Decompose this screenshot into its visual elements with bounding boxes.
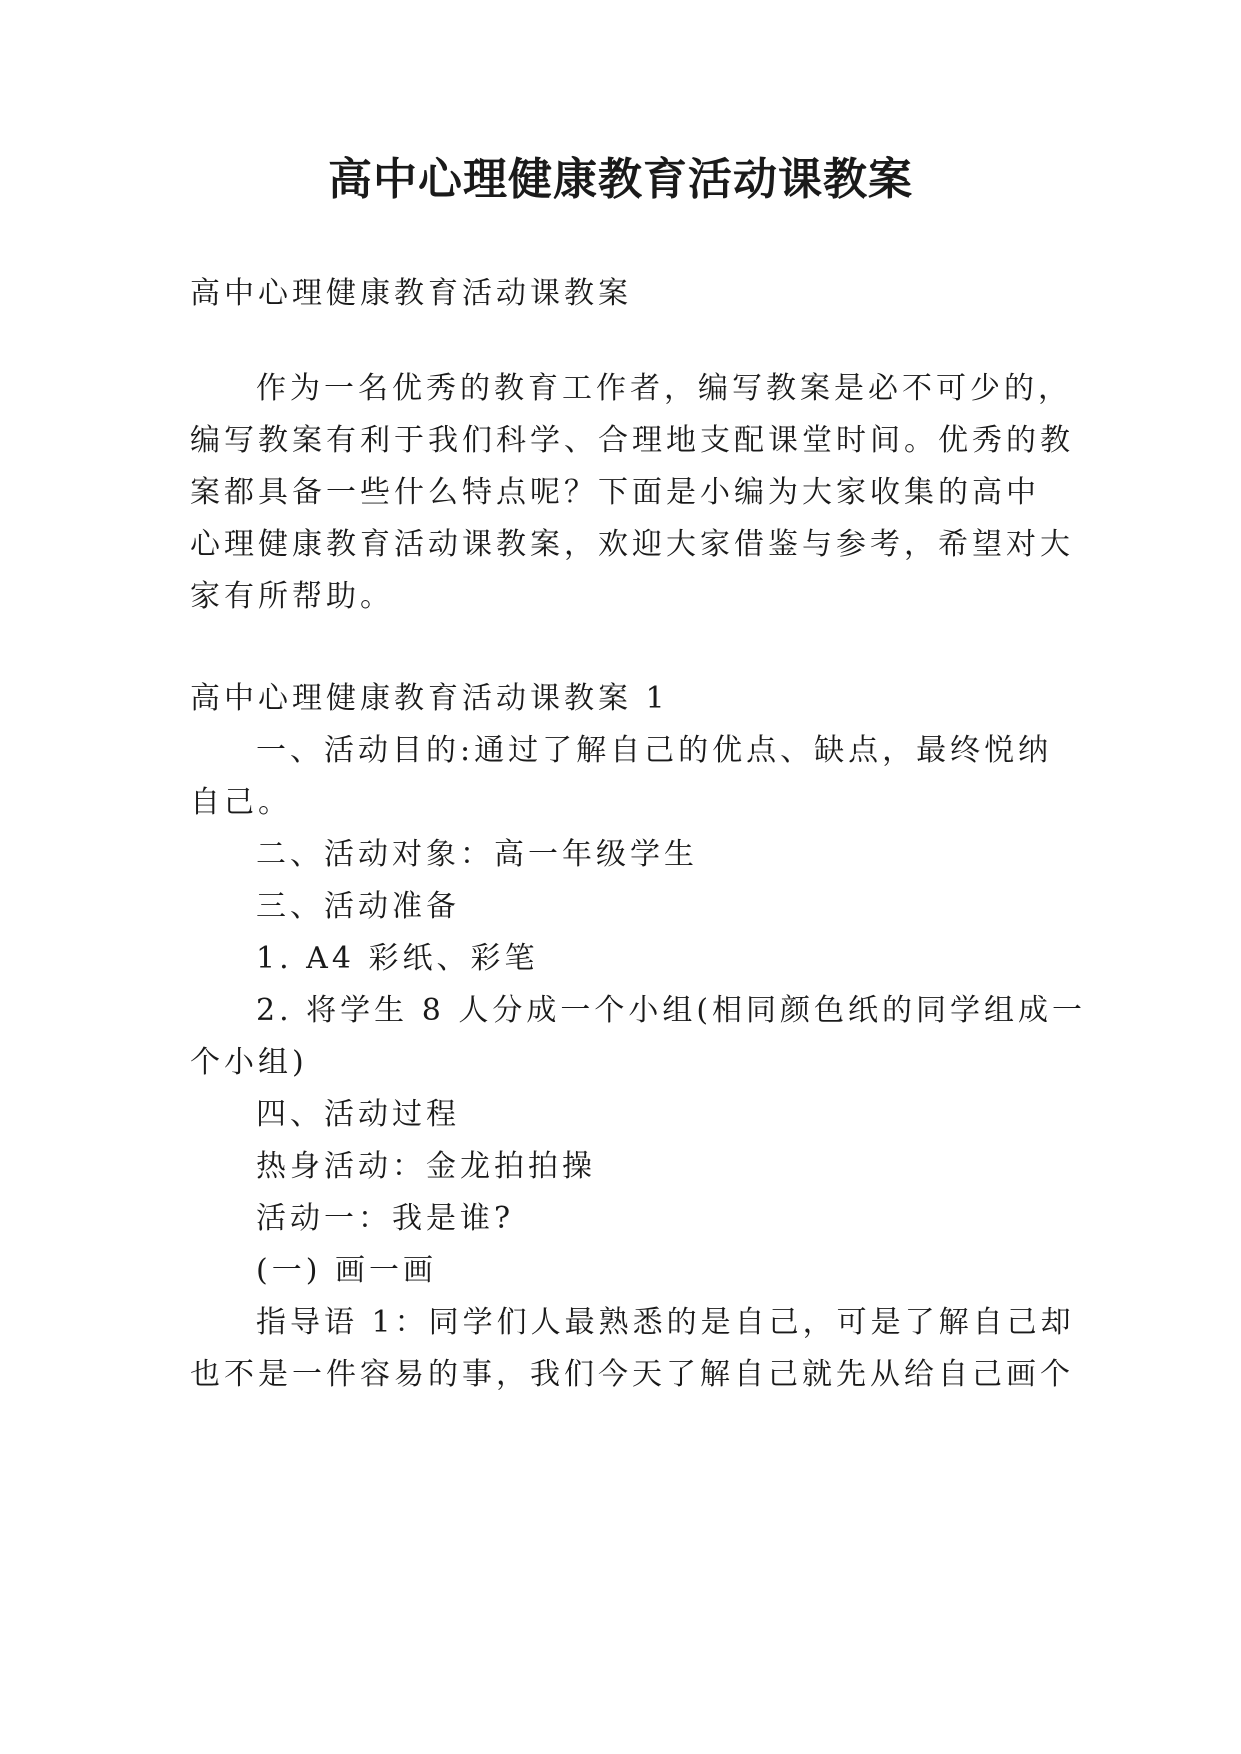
process-heading: 四、活动过程 bbox=[256, 1097, 460, 1132]
guide-line: 指导语 1：同学们人最熟悉的是自己，可是了解自己却 bbox=[256, 1305, 1075, 1340]
subsection-heading: (一) 画一画 bbox=[256, 1253, 437, 1288]
guide-line: 也不是一件容易的事，我们今天了解自己就先从给自己画个 bbox=[190, 1357, 1074, 1392]
intro-line: 心理健康教育活动课教案，欢迎大家借鉴与参考，希望对大 bbox=[190, 527, 1074, 562]
prep-item: 2. 将学生 8 人分成一个小组(相同颜色纸的同学组成一 bbox=[256, 993, 1087, 1028]
intro-line: 作为一名优秀的教育工作者，编写教案是必不可少的， bbox=[256, 371, 1072, 406]
prep-item-continued: 个小组) bbox=[190, 1045, 308, 1080]
activity-heading: 活动一：我是谁? bbox=[256, 1201, 515, 1236]
goal-line: 一、活动目的:通过了解自己的优点、缺点，最终悦纳 bbox=[256, 733, 1053, 768]
warmup-line: 热身活动：金龙拍拍操 bbox=[256, 1149, 596, 1184]
intro-line: 案都具备一些什么特点呢？下面是小编为大家收集的高中 bbox=[190, 475, 1040, 510]
prep-heading: 三、活动准备 bbox=[256, 889, 460, 924]
target-line: 二、活动对象：高一年级学生 bbox=[256, 837, 698, 872]
section-heading: 高中心理健康教育活动课教案 1 bbox=[190, 681, 669, 716]
goal-line: 自己。 bbox=[190, 785, 292, 820]
prep-item: 1. A4 彩纸、彩笔 bbox=[256, 941, 539, 976]
intro-line: 编写教案有利于我们科学、合理地支配课堂时间。优秀的教 bbox=[190, 423, 1074, 458]
document-subtitle: 高中心理健康教育活动课教案 bbox=[190, 276, 632, 311]
intro-line: 家有所帮助。 bbox=[190, 579, 394, 614]
document-title: 高中心理健康教育活动课教案 bbox=[328, 154, 913, 205]
